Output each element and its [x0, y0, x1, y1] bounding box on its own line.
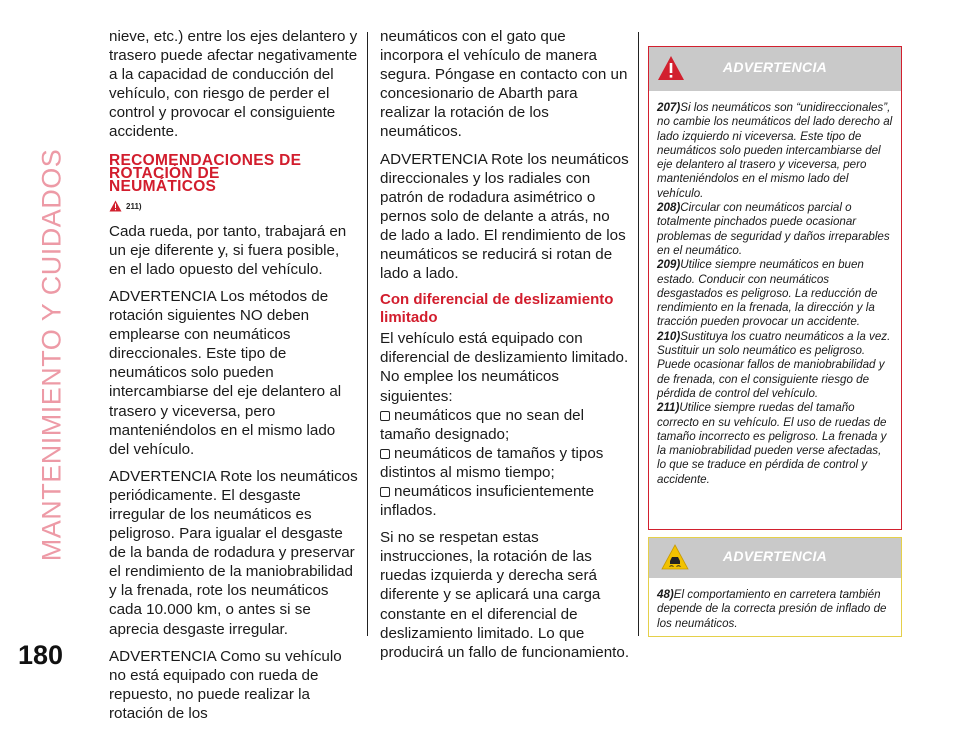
warning-box-title: ADVERTENCIA: [722, 548, 828, 564]
warning-item-number: 48): [657, 588, 674, 601]
list-item-text: neumáticos que no sean del tamaño designado;: [380, 406, 584, 443]
warning-item: [657, 401, 893, 487]
warning-item-number: 208): [657, 201, 681, 215]
page-number: 180: [18, 640, 64, 670]
paragraph: ADVERTENCIA Los métodos de rotación siguientes NO deben emplearse con neumáticos direccionales. Este tipo de neumáticos solo pueden intercambiarse del eje delantero al trasero y viceversa, pero manteniéndolos en el mismo lado del vehículo.: [109, 287, 342, 458]
warning-box-title: ADVERTENCIA: [722, 59, 828, 75]
warning-item-number: 209): [657, 258, 681, 272]
warning-box-red: [648, 46, 902, 530]
warning-box-body: [649, 578, 901, 631]
column-divider-2: [638, 32, 639, 636]
subheading-limited-slip: Con diferencial de deslizamiento limitado: [380, 291, 614, 327]
warning-item-text: Sustituya los cuatro neumáticos a la vez. Sustituir un solo neumático es peligroso. Puede ocasionar fallos de maniobrabilidad y de frenada, con el consiguiente riesgo de pérdida de control del vehículo.: [657, 329, 891, 400]
warning-item: [657, 258, 893, 329]
list-item-text: neumáticos insuficientemente inflados.: [380, 482, 595, 520]
section-heading-tire-rotation: [109, 151, 359, 195]
warning-item: [657, 101, 893, 201]
warning-item-number: 210): [657, 329, 681, 343]
warning-item-text: Utilice siempre ruedas del tamaño correcto en su vehículo. El uso de ruedas de tamaño incorrecto es peligroso. La frenada y la maniobrabilidad pueden verse afectadas, lo que se traduce en pérdida de control y accidente.: [657, 401, 887, 486]
paragraph: ADVERTENCIA Rote los neumáticos periódicamente. El desgaste irregular de los neumáticos es peligroso. Para igualar el desgaste de la banda de rodadura y preservar el rendimiento de la maniobrabilidad y la frenada, rote los neumáticos cada 10.000 km, o antes si se aprecia desgaste irregular.: [109, 467, 358, 638]
warning-item-number: 211): [657, 401, 680, 415]
paragraph: ADVERTENCIA Rote los neumáticos direccionales y los radiales con patrón de rodadura asimétrico o pernos solo de delante a atrás, no de lado a lado. El rendimiento de los neumáticos se reducirá si rotan de lado a lado.: [380, 150, 629, 283]
section-side-title-text: MANTENIMIENTO Y CUIDADOS: [36, 148, 67, 562]
heading-line: ROTACIÓN DE: [109, 164, 220, 182]
warning-item: [657, 330, 893, 401]
checkbox-bullet-icon: [380, 411, 390, 421]
list-item: [380, 444, 630, 482]
warning-triangle-icon: [109, 200, 122, 212]
warning-item-text: Si los neumáticos son “unidireccionales”, no cambie los neumáticos del lado derecho al lado izquierdo ni viceversa. Este tipo de neumáticos solo pueden intercambiarse del eje delantero al trasero y viceversa, pero manteniéndolos en el mismo lado del vehículo.: [657, 101, 893, 200]
paragraph: Si no se respetan estas instrucciones, la rotación de las ruedas izquierda y derecha será diferente y se aplicará una carga constante en el diferencial de deslizamiento limitado. Lo que producirá un fallo de funcionamiento.: [380, 529, 630, 661]
list-item-text: neumáticos de tamaños y tipos distintos al mismo tiempo;: [380, 444, 604, 481]
paragraph: neumáticos con el gato que incorpora el vehículo de manera segura. Póngase en contacto con un concesionario de Abarth para realizar la rotación de los neumáticos.: [380, 28, 628, 141]
paragraph: Cada rueda, por tanto, trabajará en un eje diferente y, si fuera posible, en el lado opuesto del vehículo.: [109, 222, 347, 278]
paragraph: El vehículo está equipado con diferencial de deslizamiento limitado. No emplee los neumáticos siguientes:: [380, 330, 629, 405]
text-column-1: [109, 27, 359, 731]
checkbox-bullet-icon: [380, 449, 390, 459]
heading-line: RECOMENDACIONES DE: [109, 151, 302, 169]
list-item: [380, 482, 630, 520]
warning-reference-number: 211): [126, 201, 142, 211]
column-divider-1: [367, 32, 368, 636]
list-item: [380, 406, 630, 444]
warning-box-yellow: [648, 537, 902, 637]
warning-item: [657, 588, 893, 631]
warning-item: [657, 201, 893, 258]
warning-box-body: [649, 91, 901, 487]
warning-item-text: El comportamiento en carretera también depende de la correcta presión de inflado de los neumáticos.: [657, 588, 887, 630]
warning-box-header: [649, 538, 901, 578]
intro-paragraph: nieve, etc.) entre los ejes delantero y trasero puede afectar negativamente a la capacidad de conducción del vehículo, con riesgo de perder el control y provocar el consiguiente accidente.: [109, 28, 358, 141]
bullet-list: [380, 406, 630, 521]
warning-box-header: [649, 47, 901, 91]
heading-line: NEUMÁTICOS: [109, 177, 217, 195]
paragraph: ADVERTENCIA Como su vehículo no está equipado con rueda de repuesto, no puede realizar la rotación de los: [109, 647, 342, 722]
warning-item-text: Circular con neumáticos parcial o totalmente pinchados puede ocasionar problemas de seguridad y daños irreparables en el neumático.: [657, 201, 890, 257]
checkbox-bullet-icon: [380, 487, 390, 497]
warning-item-text: Utilice siempre neumáticos en buen estado. Conducir con neumáticos desgastados es peligroso. La reducción de rendimiento en la frenada, la dirección y la tracción pueden provocar un accidente.: [657, 258, 878, 329]
text-column-2: [380, 27, 630, 670]
warning-item-number: 207): [657, 101, 681, 114]
warning-reference: [109, 197, 359, 216]
